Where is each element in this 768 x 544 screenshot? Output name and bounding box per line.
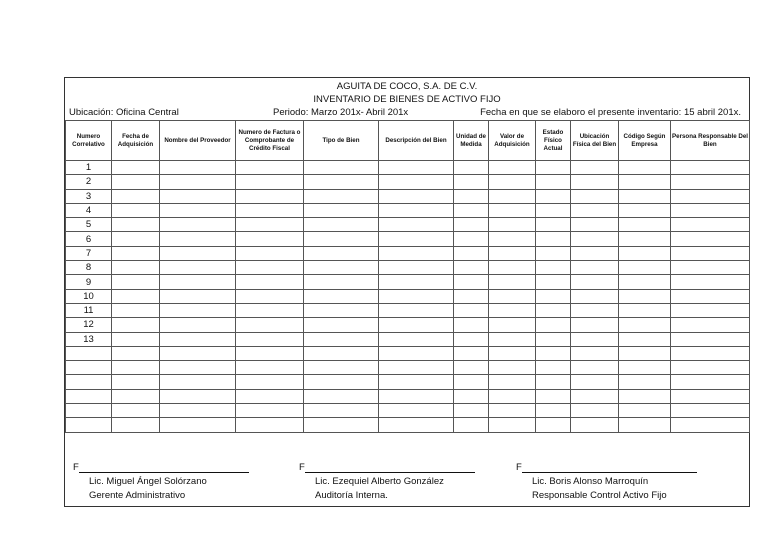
table-cell	[379, 404, 454, 418]
table-cell	[619, 261, 671, 275]
table-cell	[619, 389, 671, 403]
table-cell	[304, 404, 379, 418]
table-cell	[379, 246, 454, 260]
table-cell	[112, 275, 160, 289]
table-cell	[571, 289, 619, 303]
col-header: Numero de Factura o Comprobante de Crédito Fiscal	[236, 121, 304, 161]
table-cell	[536, 332, 571, 346]
table-cell	[536, 303, 571, 317]
row-number: 9	[66, 275, 112, 289]
table-cell	[112, 218, 160, 232]
signer-role: Gerente Administrativo	[89, 490, 186, 501]
table-cell	[619, 404, 671, 418]
col-header: Fecha de Adquisición	[112, 121, 160, 161]
inventory-form	[64, 77, 750, 507]
table-cell	[236, 418, 304, 432]
table-cell	[536, 346, 571, 360]
table-cell	[454, 303, 489, 317]
table-cell	[112, 346, 160, 360]
table-cell	[160, 289, 236, 303]
table-cell	[160, 203, 236, 217]
table-cell	[236, 218, 304, 232]
table-row	[66, 275, 750, 289]
table-cell	[160, 346, 236, 360]
table-cell	[489, 161, 536, 175]
table-cell	[160, 389, 236, 403]
row-number: 1	[66, 161, 112, 175]
table-cell	[671, 261, 750, 275]
table-cell	[489, 318, 536, 332]
row-number: 3	[66, 189, 112, 203]
table-cell	[571, 261, 619, 275]
table-cell	[571, 175, 619, 189]
table-cell	[304, 203, 379, 217]
table-cell	[489, 375, 536, 389]
table-cell	[571, 232, 619, 246]
table-cell	[489, 232, 536, 246]
table-cell	[536, 261, 571, 275]
table-cell	[236, 175, 304, 189]
table-cell	[454, 346, 489, 360]
table-cell	[379, 218, 454, 232]
table-row	[66, 261, 750, 275]
table-cell	[489, 189, 536, 203]
table-cell	[379, 346, 454, 360]
table-cell	[536, 375, 571, 389]
table-cell	[536, 275, 571, 289]
table-cell	[112, 232, 160, 246]
table-row	[66, 161, 750, 175]
table-cell	[454, 261, 489, 275]
table-cell	[536, 203, 571, 217]
table-cell	[671, 361, 750, 375]
table-cell	[304, 189, 379, 203]
table-cell	[160, 246, 236, 260]
signature-prefix: F	[516, 462, 522, 473]
table-cell	[379, 203, 454, 217]
table-row	[66, 404, 750, 418]
table-cell	[671, 289, 750, 303]
table-cell	[379, 232, 454, 246]
col-header: Unidad de Medida	[454, 121, 489, 161]
table-cell	[160, 261, 236, 275]
col-header: Nombre del Proveedor	[160, 121, 236, 161]
table-cell	[671, 375, 750, 389]
table-cell	[304, 332, 379, 346]
table-cell	[379, 275, 454, 289]
row-number	[66, 418, 112, 432]
table-cell	[160, 218, 236, 232]
table-cell	[571, 218, 619, 232]
table-cell	[379, 361, 454, 375]
table-cell	[160, 418, 236, 432]
table-cell	[536, 218, 571, 232]
table-cell	[304, 303, 379, 317]
table-cell	[489, 418, 536, 432]
table-cell	[112, 361, 160, 375]
signer-role: Responsable Control Activo Fijo	[532, 490, 667, 501]
table-cell	[160, 175, 236, 189]
row-number	[66, 404, 112, 418]
row-number: 6	[66, 232, 112, 246]
table-cell	[236, 189, 304, 203]
table-cell	[454, 404, 489, 418]
table-cell	[454, 203, 489, 217]
table-cell	[489, 246, 536, 260]
table-cell	[571, 389, 619, 403]
table-cell	[112, 404, 160, 418]
table-cell	[236, 361, 304, 375]
table-cell	[236, 332, 304, 346]
table-cell	[489, 261, 536, 275]
table-cell	[112, 318, 160, 332]
table-cell	[304, 289, 379, 303]
table-cell	[619, 375, 671, 389]
row-number: 13	[66, 332, 112, 346]
table-cell	[379, 289, 454, 303]
table-cell	[454, 332, 489, 346]
table-cell	[304, 346, 379, 360]
table-cell	[571, 332, 619, 346]
table-cell	[489, 346, 536, 360]
table-row	[66, 203, 750, 217]
table-row	[66, 389, 750, 403]
table-cell	[536, 418, 571, 432]
table-cell	[671, 318, 750, 332]
table-cell	[454, 418, 489, 432]
table-cell	[304, 275, 379, 289]
col-header: Estado Físico Actual	[536, 121, 571, 161]
table-cell	[619, 203, 671, 217]
row-number: 12	[66, 318, 112, 332]
table-cell	[379, 189, 454, 203]
table-cell	[671, 346, 750, 360]
table-cell	[236, 261, 304, 275]
table-cell	[619, 175, 671, 189]
table-cell	[571, 375, 619, 389]
company-name: AGUITA DE COCO, S.A. DE C.V.	[336, 81, 478, 92]
table-row	[66, 218, 750, 232]
table-row	[66, 418, 750, 432]
table-cell	[379, 161, 454, 175]
table-cell	[160, 361, 236, 375]
table-cell	[619, 246, 671, 260]
table-cell	[536, 318, 571, 332]
table-cell	[536, 232, 571, 246]
row-number: 8	[66, 261, 112, 275]
signature-line	[79, 472, 249, 473]
signature-prefix: F	[73, 462, 79, 473]
table-cell	[536, 389, 571, 403]
table-cell	[379, 303, 454, 317]
table-cell	[304, 161, 379, 175]
table-row	[66, 175, 750, 189]
location-label: Ubicación: Oficina Central	[69, 107, 179, 118]
table-cell	[536, 289, 571, 303]
table-cell	[236, 318, 304, 332]
table-cell	[160, 375, 236, 389]
table-cell	[112, 189, 160, 203]
table-cell	[454, 218, 489, 232]
table-cell	[489, 275, 536, 289]
row-number: 2	[66, 175, 112, 189]
signer-name: Lic. Miguel Ángel Solórzano	[89, 476, 207, 487]
table-cell	[454, 246, 489, 260]
table-cell	[619, 289, 671, 303]
row-number	[66, 346, 112, 360]
table-cell	[671, 175, 750, 189]
table-cell	[671, 332, 750, 346]
row-number: 7	[66, 246, 112, 260]
table-cell	[571, 418, 619, 432]
table-row	[66, 318, 750, 332]
table-row	[66, 289, 750, 303]
table-cell	[379, 389, 454, 403]
table-row	[66, 332, 750, 346]
table-cell	[571, 303, 619, 317]
table-cell	[489, 404, 536, 418]
table-cell	[571, 404, 619, 418]
row-number	[66, 375, 112, 389]
table-row	[66, 361, 750, 375]
table-cell	[571, 275, 619, 289]
table-cell	[671, 246, 750, 260]
table-cell	[112, 303, 160, 317]
table-cell	[454, 289, 489, 303]
table-cell	[236, 375, 304, 389]
table-cell	[160, 404, 236, 418]
table-cell	[112, 389, 160, 403]
table-cell	[379, 261, 454, 275]
table-header-row	[66, 121, 750, 161]
table-cell	[671, 189, 750, 203]
table-cell	[454, 175, 489, 189]
signer-name: Lic. Ezequiel Alberto González	[315, 476, 444, 487]
signature-line	[305, 472, 475, 473]
table-cell	[112, 161, 160, 175]
table-cell	[489, 218, 536, 232]
table-cell	[112, 203, 160, 217]
table-cell	[112, 175, 160, 189]
col-header: Descripción del Bien	[379, 121, 454, 161]
signature-prefix: F	[299, 462, 305, 473]
row-number: 11	[66, 303, 112, 317]
table-cell	[160, 161, 236, 175]
table-cell	[236, 289, 304, 303]
table-cell	[671, 404, 750, 418]
table-cell	[236, 203, 304, 217]
inventory-table	[65, 120, 750, 433]
table-cell	[236, 232, 304, 246]
table-cell	[160, 275, 236, 289]
table-cell	[489, 361, 536, 375]
table-cell	[236, 404, 304, 418]
table-cell	[304, 232, 379, 246]
table-cell	[112, 289, 160, 303]
table-cell	[489, 389, 536, 403]
col-header: Numero Correlativo	[66, 121, 112, 161]
table-cell	[536, 175, 571, 189]
signature-line	[522, 472, 697, 473]
table-cell	[304, 375, 379, 389]
table-cell	[489, 175, 536, 189]
table-cell	[379, 175, 454, 189]
form-title: INVENTARIO DE BIENES DE ACTIVO FIJO	[313, 94, 501, 105]
table-row	[66, 303, 750, 317]
table-cell	[236, 389, 304, 403]
table-cell	[379, 332, 454, 346]
table-cell	[571, 203, 619, 217]
table-cell	[536, 361, 571, 375]
table-cell	[454, 161, 489, 175]
table-cell	[236, 346, 304, 360]
table-cell	[304, 175, 379, 189]
table-cell	[112, 261, 160, 275]
period-label: Periodo: Marzo 201x- Abril 201x	[273, 107, 409, 118]
table-cell	[536, 404, 571, 418]
table-cell	[619, 161, 671, 175]
table-cell	[160, 318, 236, 332]
table-cell	[236, 161, 304, 175]
table-cell	[304, 389, 379, 403]
table-cell	[454, 232, 489, 246]
table-cell	[454, 375, 489, 389]
table-cell	[112, 246, 160, 260]
table-cell	[571, 318, 619, 332]
table-cell	[619, 361, 671, 375]
table-cell	[671, 161, 750, 175]
col-header: Persona Responsable Del Bien	[671, 121, 750, 161]
table-cell	[454, 361, 489, 375]
table-cell	[489, 332, 536, 346]
table-cell	[671, 389, 750, 403]
col-header: Código Según Empresa	[619, 121, 671, 161]
table-cell	[671, 232, 750, 246]
table-cell	[160, 303, 236, 317]
table-cell	[304, 318, 379, 332]
table-cell	[304, 261, 379, 275]
table-cell	[619, 275, 671, 289]
table-cell	[571, 346, 619, 360]
table-cell	[671, 418, 750, 432]
signer-role: Auditoría Interna.	[315, 490, 388, 501]
table-cell	[112, 332, 160, 346]
table-cell	[379, 418, 454, 432]
col-header: Valor de Adquisición	[489, 121, 536, 161]
table-cell	[619, 346, 671, 360]
table-cell	[536, 189, 571, 203]
row-number	[66, 361, 112, 375]
table-cell	[619, 418, 671, 432]
table-cell	[671, 203, 750, 217]
table-cell	[619, 189, 671, 203]
form-info-line	[69, 106, 741, 119]
table-cell	[619, 232, 671, 246]
table-cell	[619, 332, 671, 346]
table-cell	[489, 289, 536, 303]
table-cell	[160, 332, 236, 346]
signer-name: Lic. Boris Alonso Marroquín	[532, 476, 649, 487]
col-header: Tipo de Bien	[304, 121, 379, 161]
table-cell	[379, 318, 454, 332]
table-cell	[454, 389, 489, 403]
table-cell	[671, 303, 750, 317]
col-header: Ubicación Física del Bien	[571, 121, 619, 161]
table-cell	[671, 218, 750, 232]
table-cell	[571, 161, 619, 175]
table-row	[66, 232, 750, 246]
table-cell	[236, 246, 304, 260]
table-cell	[454, 318, 489, 332]
table-cell	[489, 303, 536, 317]
table-cell	[304, 218, 379, 232]
table-row	[66, 246, 750, 260]
table-cell	[236, 275, 304, 289]
table-cell	[379, 375, 454, 389]
table-cell	[571, 189, 619, 203]
table-cell	[536, 246, 571, 260]
table-cell	[489, 203, 536, 217]
row-number	[66, 389, 112, 403]
table-row	[66, 346, 750, 360]
table-row	[66, 189, 750, 203]
table-cell	[619, 218, 671, 232]
table-cell	[619, 303, 671, 317]
table-cell	[454, 275, 489, 289]
table-cell	[304, 418, 379, 432]
table-cell	[304, 246, 379, 260]
table-row	[66, 375, 750, 389]
table-cell	[160, 189, 236, 203]
table-cell	[236, 303, 304, 317]
table-cell	[571, 361, 619, 375]
table-cell	[304, 361, 379, 375]
row-number: 4	[66, 203, 112, 217]
inventory-date-label: Fecha en que se elaboro el presente inventario: 15 abril 201x.	[480, 107, 741, 118]
table-cell	[112, 375, 160, 389]
table-cell	[571, 246, 619, 260]
table-cell	[454, 189, 489, 203]
table-cell	[536, 161, 571, 175]
table-cell	[671, 275, 750, 289]
row-number: 5	[66, 218, 112, 232]
table-cell	[619, 318, 671, 332]
table-cell	[112, 418, 160, 432]
table-cell	[160, 232, 236, 246]
row-number: 10	[66, 289, 112, 303]
